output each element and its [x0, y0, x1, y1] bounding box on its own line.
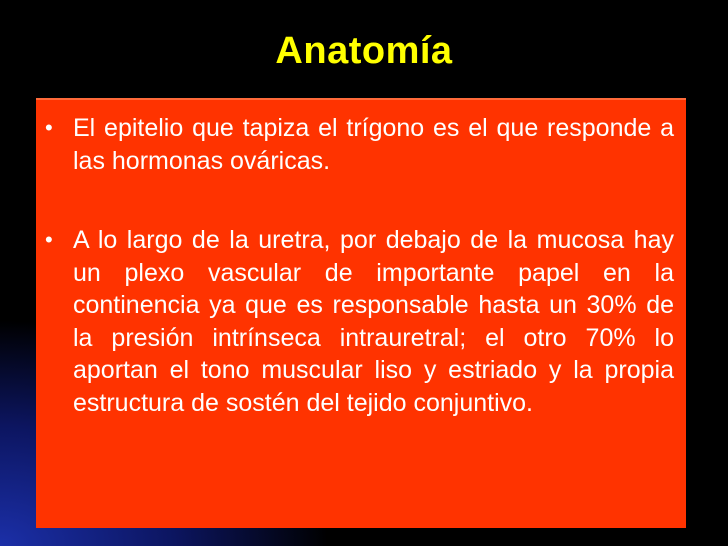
bullet-text: A lo largo de la uretra, por debajo de la mucosa hay un plexo vascular de importante papel en la continencia ya que es responsable hasta un 30% de la presión intrínseca intrauretral; el otro 70% lo aportan el tono muscular liso y estriado y la propia estructura de sostén del tejido conjuntivo.: [73, 226, 674, 417]
bullet-marker-icon: •: [45, 115, 53, 140]
bullet-marker-icon: •: [45, 227, 53, 252]
slide-title: Anatomía: [275, 30, 453, 72]
content-panel: [36, 98, 686, 528]
bullet-text: El epitelio que tapiza el trígono es el que responde a las hormonas ováricas.: [73, 114, 674, 175]
